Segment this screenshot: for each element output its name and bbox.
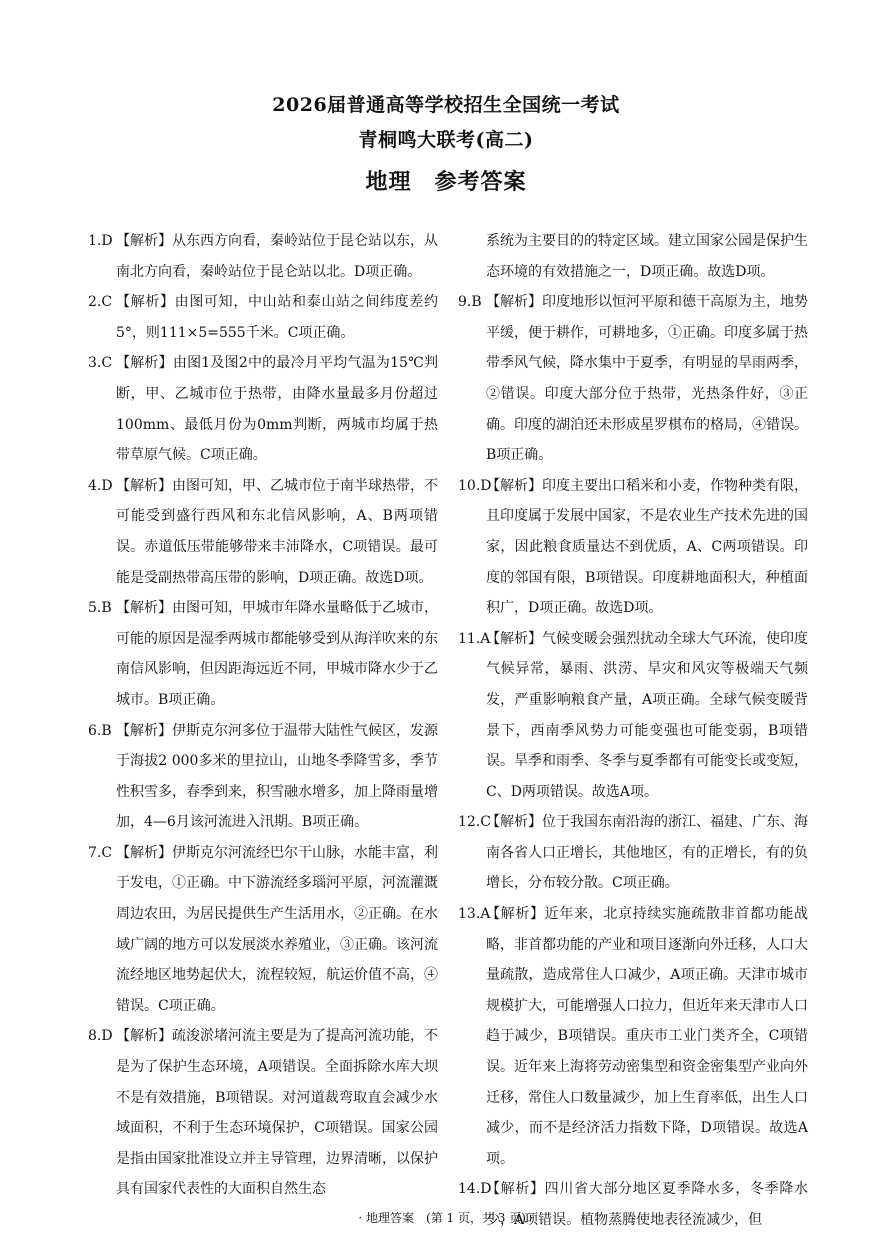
answer-number: 12.C bbox=[458, 814, 491, 831]
continuation-text: 系统为主要目的的特定区域。建立国家公园是保护生态环境的有效措施之一，D项正确。故选D项。 bbox=[486, 233, 808, 280]
answer-item bbox=[88, 287, 438, 348]
answer-item bbox=[88, 471, 438, 593]
answer-text: 【解析】伊斯克尔河流经巴尔干山脉，水能丰富，利于发电，①正确。中下游流经多瑙河平原，河流灌溉周边农田，为居民提供生产生活用水，②正确。在水域广阔的地方可以发展淡水养殖业，③正确。该河流流经地区地势起伏大，流程较短，航运价值不高，④错误。C项正确。 bbox=[116, 844, 438, 1014]
answer-item bbox=[88, 838, 438, 1022]
answer-number: 10.D bbox=[458, 477, 492, 494]
answer-item bbox=[458, 1174, 808, 1235]
answer-text: 【解析】伊斯克尔河多位于温带大陆性气候区，发源于海拔2 000多米的里拉山，山地冬季降雪多，季节性积雪多，春季到来，积雪融水增多，加上降雨量增加，4—6月该河流进入汛期。B项正确。 bbox=[116, 722, 438, 831]
answer-text: 【解析】气候变暖会强烈扰动全球大气环流，使印度气候异常，暴雨、洪涝、旱灾和风灾等极端天气频发，严重影响粮食产量，A项正确。全球气候变暖背景下，西南季风势力可能变强也可能变弱，B项错误。旱季和雨季、冬季与夏季都有可能变长或变短，C、D两项错误。故选A项。 bbox=[486, 630, 808, 800]
answer-text: 【解析】由图可知，甲城市年降水量略低于乙城市，可能的原因是湿季两城市都能够受到从海洋吹来的东南信风影响，但因距海远近不同，甲城市降水少于乙城市。B项正确。 bbox=[116, 600, 438, 708]
answer-text: 【解析】位于我国东南沿海的浙江、福建、广东、海南各省人口正增长，其他地区，有的正增长，有的负增长，分布较分散。C项正确。 bbox=[486, 814, 808, 892]
answer-text: 【解析】由图可知，中山站和泰山站之间纬度差约5°，则111×5=555千米。C项正确。 bbox=[116, 294, 438, 341]
answer-item bbox=[88, 1021, 438, 1205]
answer-item bbox=[88, 226, 438, 287]
answer-text: 【解析】由图可知，甲、乙城市位于南半球热带，不可能受到盛行西风和东北信风影响，A、B两项错误。赤道低压带能够带来丰沛降水，C项错误。最可能是受副热带高压带的影响，D项正确。故选D项。 bbox=[116, 477, 438, 586]
answer-number: 4.D bbox=[88, 477, 113, 494]
answer-text: 【解析】印度主要出口稻米和小麦，作物种类有限，且印度属于发展中国家，不是农业生产技术先进的国家，因此粮食质量达不到优质，A、C两项错误。印度的邻国有限，B项错误。印度耕地面积大，种植面积广，D项正确。故选D项。 bbox=[486, 477, 808, 617]
exam-title: 2026届普通高等学校招生全国统一考试 bbox=[272, 94, 620, 116]
page-footer: · 地理答案 (第 1 页，共 3 页) · bbox=[358, 1211, 534, 1225]
exam-subtitle: 青桐鸣大联考(高二) bbox=[358, 129, 534, 151]
answer-text: 【解析】近年来，北京持续实施疏散非首都功能战略，非首都功能的产业和项目逐渐向外迁移，人口大量疏散，造成常住人口减少，A项正确。天津市城市规模扩大，可能增强人口拉力，但近年来天津市人口趋于减少，B项错误。重庆市工业门类齐全，C项错误。近年来上海将劳动密集型和资金密集型产业向外迁移，常住人口数量减少，加上生育率低，出生人口减少，而不是经济活力指数下降，D项错误。故选A项。 bbox=[486, 906, 808, 1167]
answer-number: 8.D bbox=[88, 1028, 113, 1045]
answer-item bbox=[458, 899, 808, 1174]
answer-text: 【解析】由图1及图2中的最冷月平均气温为15℃判断，甲、乙城市位于热带，由降水量最多月份超过100mm、最低月份为0mm判断，两城市均属于热带草原气候。C项正确。 bbox=[116, 355, 438, 464]
answer-number: 7.C bbox=[88, 844, 113, 861]
answer-number: 2.C bbox=[88, 294, 113, 311]
answer-item bbox=[458, 807, 808, 899]
answer-number: 1.D bbox=[88, 233, 113, 249]
answer-number: 11.A bbox=[458, 630, 491, 647]
answer-number: 13.A bbox=[458, 906, 491, 923]
answer-item bbox=[88, 348, 438, 470]
answer-item bbox=[88, 716, 438, 838]
answer-number: 5.B bbox=[88, 600, 112, 617]
answer-number: 14.D bbox=[458, 1181, 492, 1198]
answer-number: 9.B bbox=[458, 294, 482, 311]
answer-text: 【解析】四川省大部分地区夏季降水多，冬季降水少，A项错误。植物蒸腾使地表径流减少，但 bbox=[486, 1181, 808, 1228]
answer-text: 【解析】从东西方向看，秦岭站位于昆仑站以东，从南北方向看，秦岭站位于昆仑站以北。D项正确。 bbox=[116, 233, 438, 280]
answer-item bbox=[458, 624, 808, 808]
answer-text: 【解析】印度地形以恒河平原和德干高原为主，地势平缓，便于耕作，可耕地多，①正确。印度多属于热带季风气候，降水集中于夏季，有明显的旱雨两季，②错误。印度大部分位于热带，光热条件好，③正确。印度的湖泊还未形成星罗棋布的格局，④错误。B项正确。 bbox=[486, 294, 808, 464]
answer-text: 【解析】疏浚淤堵河流主要是为了提高河流功能，不是为了保护生态环境，A项错误。全面拆除水库大坝不是有效措施，B项错误。对河道裁弯取直会减少水域面积，不利于生态环境保护，C项错误。国家公园是指由国家批准设立并主导管理，边界清晰，以保护具有国家代表性的大面积自然生态 bbox=[116, 1028, 438, 1198]
answer-item bbox=[458, 471, 808, 624]
right-column bbox=[458, 226, 808, 1236]
left-column bbox=[88, 226, 438, 1205]
subject-title: 地理 参考答案 bbox=[365, 169, 527, 195]
answer-continuation bbox=[458, 226, 808, 287]
answer-number: 6.B bbox=[88, 722, 112, 739]
answer-item bbox=[88, 593, 438, 715]
answer-item bbox=[458, 287, 808, 471]
answer-number: 3.C bbox=[88, 355, 113, 372]
